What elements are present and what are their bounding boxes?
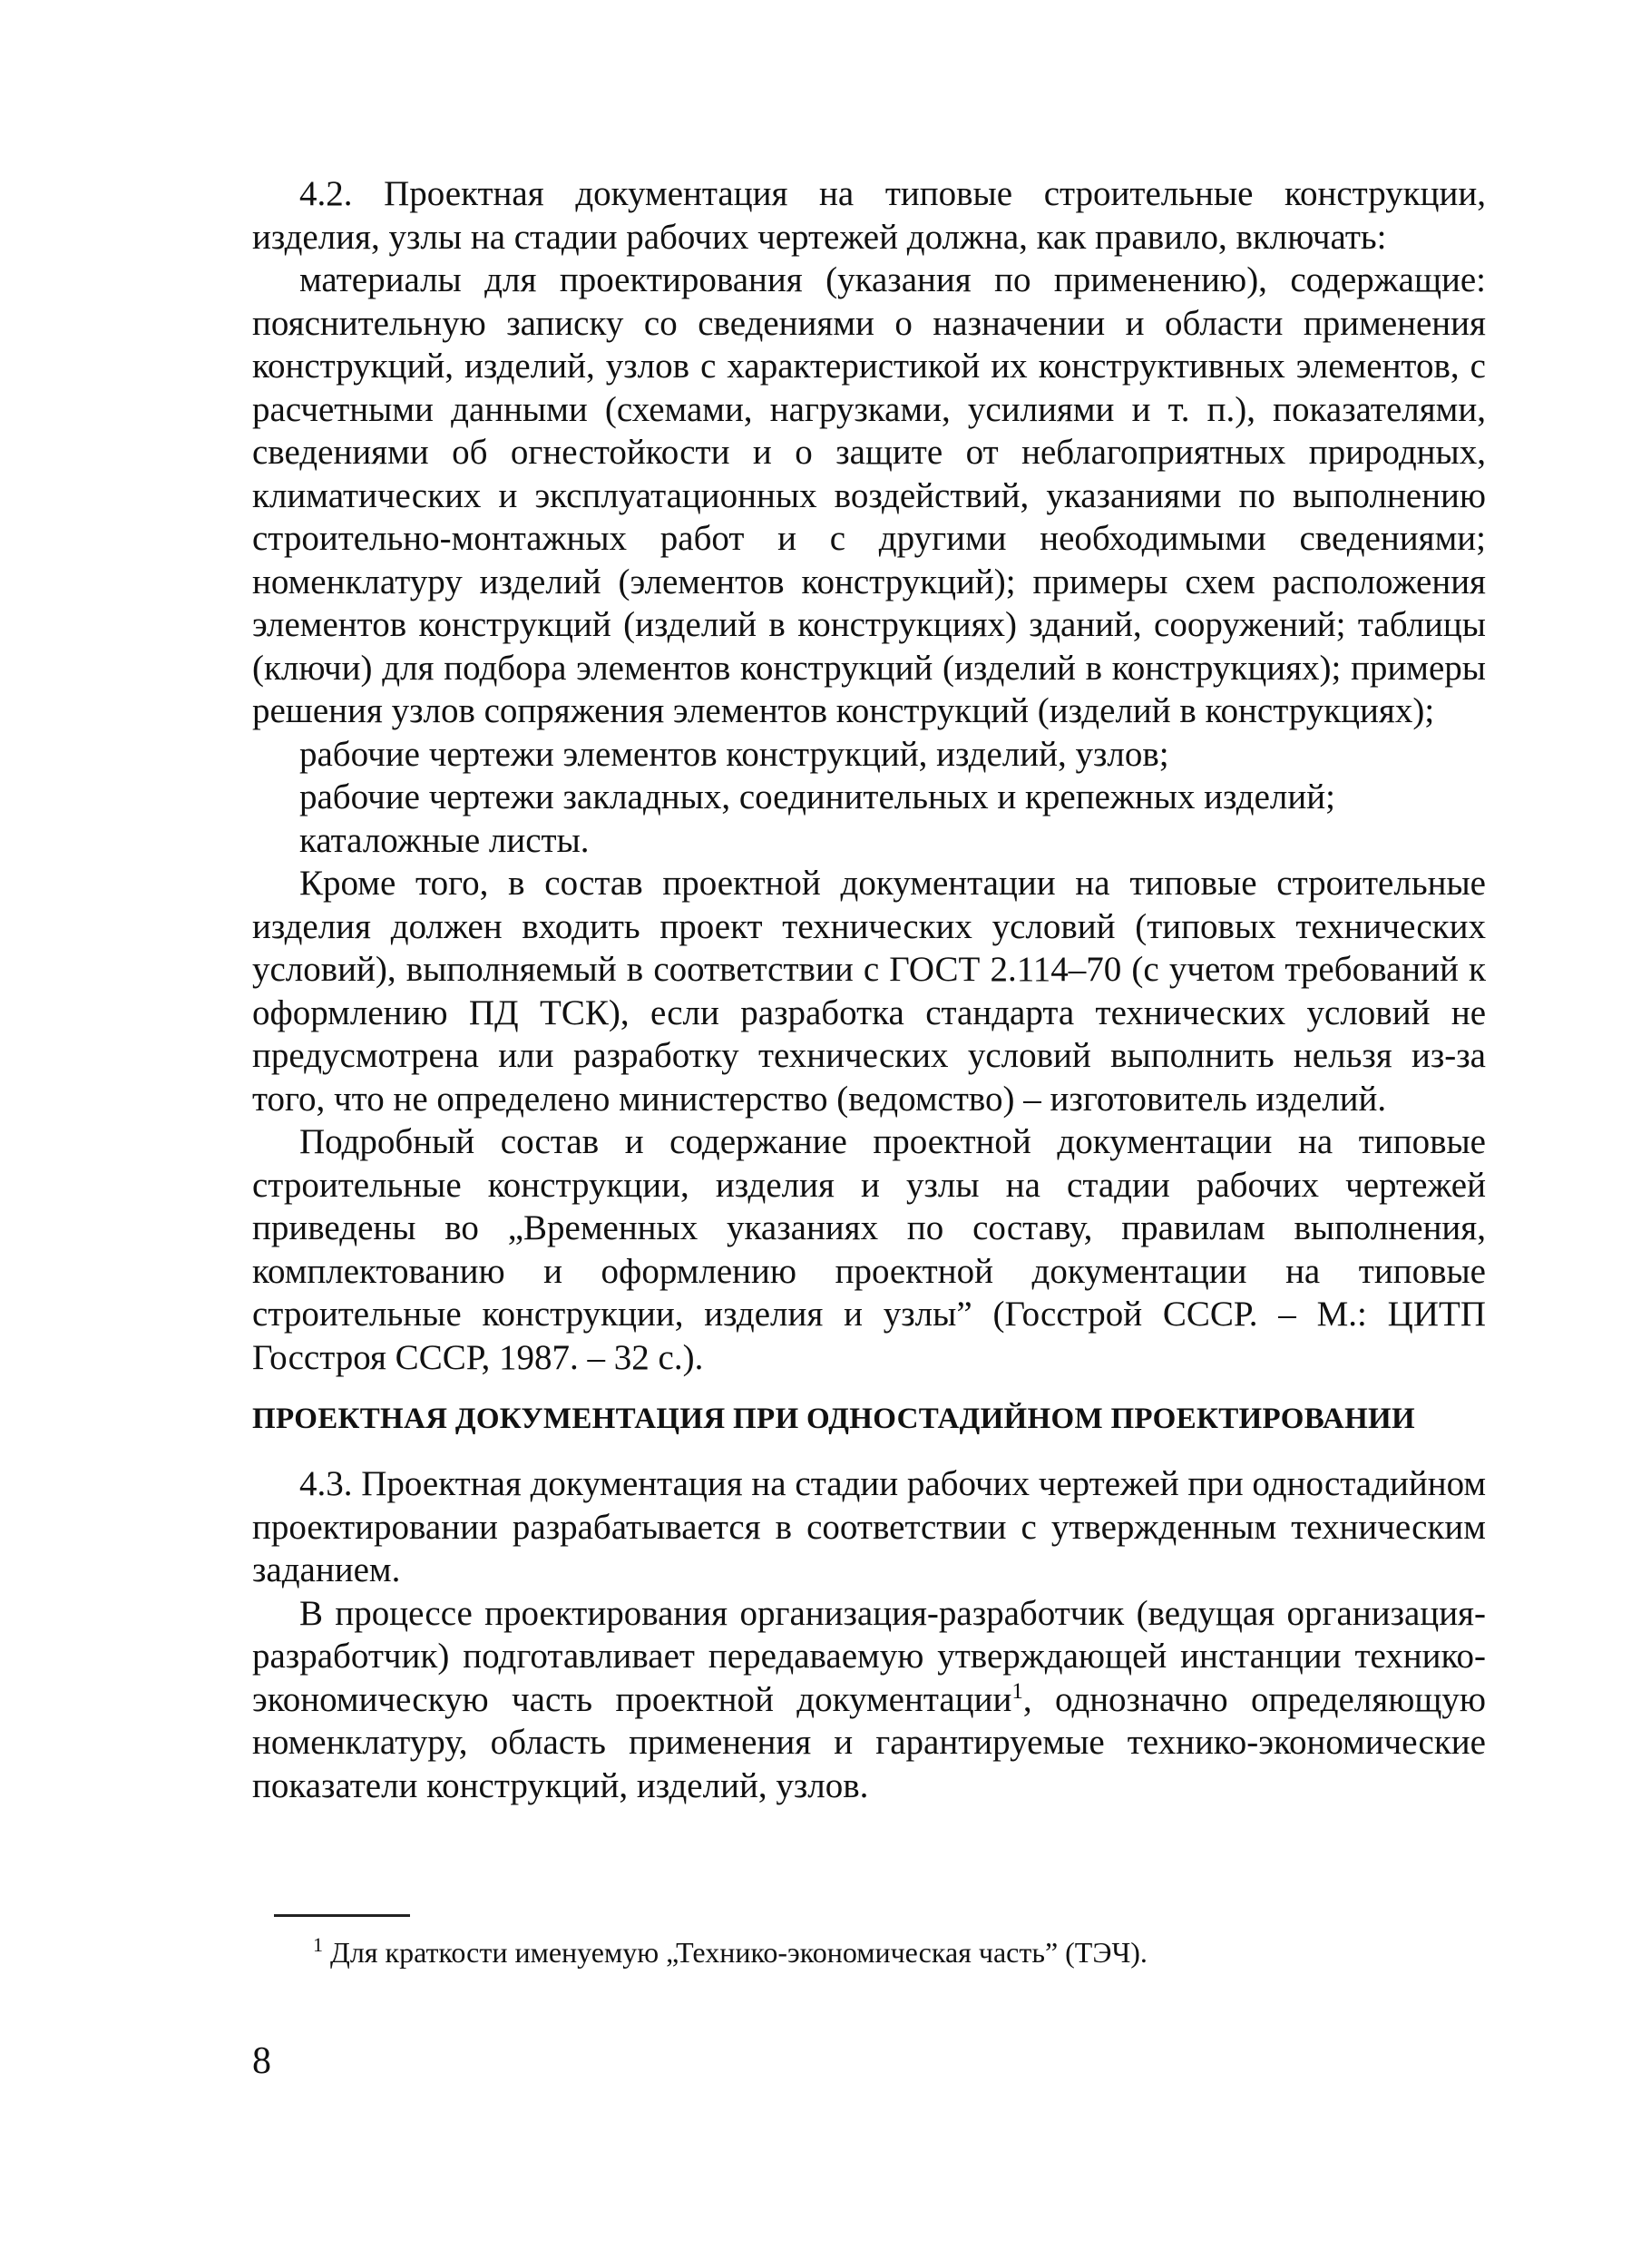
paragraph-4-3-process	[252, 1592, 1486, 1808]
paragraph-4-3-intro: 4.3. Проектная документация на стадии рабочих чертежей при одностадийном проектировании разрабатывается в соответствии с утвержденным техническим заданием.	[252, 1464, 1486, 1589]
paragraph-4-2-intro: 4.2. Проектная документация на типовые строительные конструкции, изделия, узлы на стадии рабочих чертежей должна, как правило, включать:	[252, 174, 1486, 257]
page-number: 8	[252, 2040, 271, 2082]
footnote-divider	[274, 1914, 410, 1917]
list-item-catalog-sheets: каталожные листы.	[299, 820, 590, 860]
paragraph-4-2-detailed-composition: Подробный состав и содержание проектной документации на типовые строительные конструкции, изделия и узлы на стадии рабочих чертежей приведены во „Временных указаниях по составу, правилам выполнения, комплектованию и оформлению проектной документации на типовые строительные конструкции, изделия и узлы” (Госстрой СССР. – М.: ЦИТП Госстроя СССР, 1987. – 32 с.).	[252, 1122, 1486, 1377]
paragraph-4-3-process-end: , однозначно определяющую номенклатуру, область применения и гарантируемые технико-экономические показатели конструкций, изделий, узлов.	[252, 1679, 1486, 1805]
section-heading: ПРОЕКТНАЯ ДОКУМЕНТАЦИЯ ПРИ ОДНОСТАДИЙНОМ ПРОЕКТИРОВАНИИ	[252, 1403, 1415, 1435]
footnote-mark: 1	[313, 1933, 323, 1956]
paragraph-4-3-process-start: В процессе проектирования организация-разработчик (ведущая организация-разработчик) подготавливает передаваемую утверждающей инстанции технико-экономическую часть проектной документации	[252, 1593, 1486, 1719]
paragraph-4-2-technical-conditions: Кроме того, в состав проектной документации на типовые строительные изделия должен входить проект технических условий (типовых технических условий), выполняемый в соответствии с ГОСТ 2.114–70 (с учетом требований к оформлению ПД ТСК), если разработка стандарта технических условий не предусмотрена или разработку технических условий выполнить нельзя из-за того, что не определено министерство (ведомство) – изготовитель изделий.	[252, 864, 1486, 1119]
footnote-text: Для краткости именуемую „Технико-экономическая часть” (ТЭЧ).	[330, 1936, 1148, 1969]
list-item-embedded-parts-drawings: рабочие чертежи закладных, соединительных и крепежных изделий;	[299, 777, 1335, 816]
document-body	[252, 172, 1486, 1807]
footnote	[313, 1934, 1148, 1970]
paragraph-4-2-materials: материалы для проектирования (указания по применению), содержащие: пояснительную записку со сведениями о назначении и области применения конструкций, изделий, узлов с характеристикой их конструктивных элементов, с расчетными данными (схемами, нагрузками, усилиями и т. п.), показателями, сведениями об огнестойкости и о защите от неблагоприятных природных, климатических и эксплуатационных воздействий, указаниями по выполнению строительно-монтажных работ и с другими необходимыми сведениями; номенклатуру изделий (элементов конструкций); примеры схем расположения элементов конструкций (изделий в конструкциях) зданий, сооружений; таблицы (ключи) для подбора элементов конструкций (изделий в конструкциях); примеры решения узлов сопряжения элементов конструкций (изделий в конструкциях);	[252, 260, 1486, 730]
footnote-reference: 1	[1011, 1678, 1023, 1704]
list-item-working-drawings: рабочие чертежи элементов конструкций, изделий, узлов;	[299, 734, 1169, 774]
